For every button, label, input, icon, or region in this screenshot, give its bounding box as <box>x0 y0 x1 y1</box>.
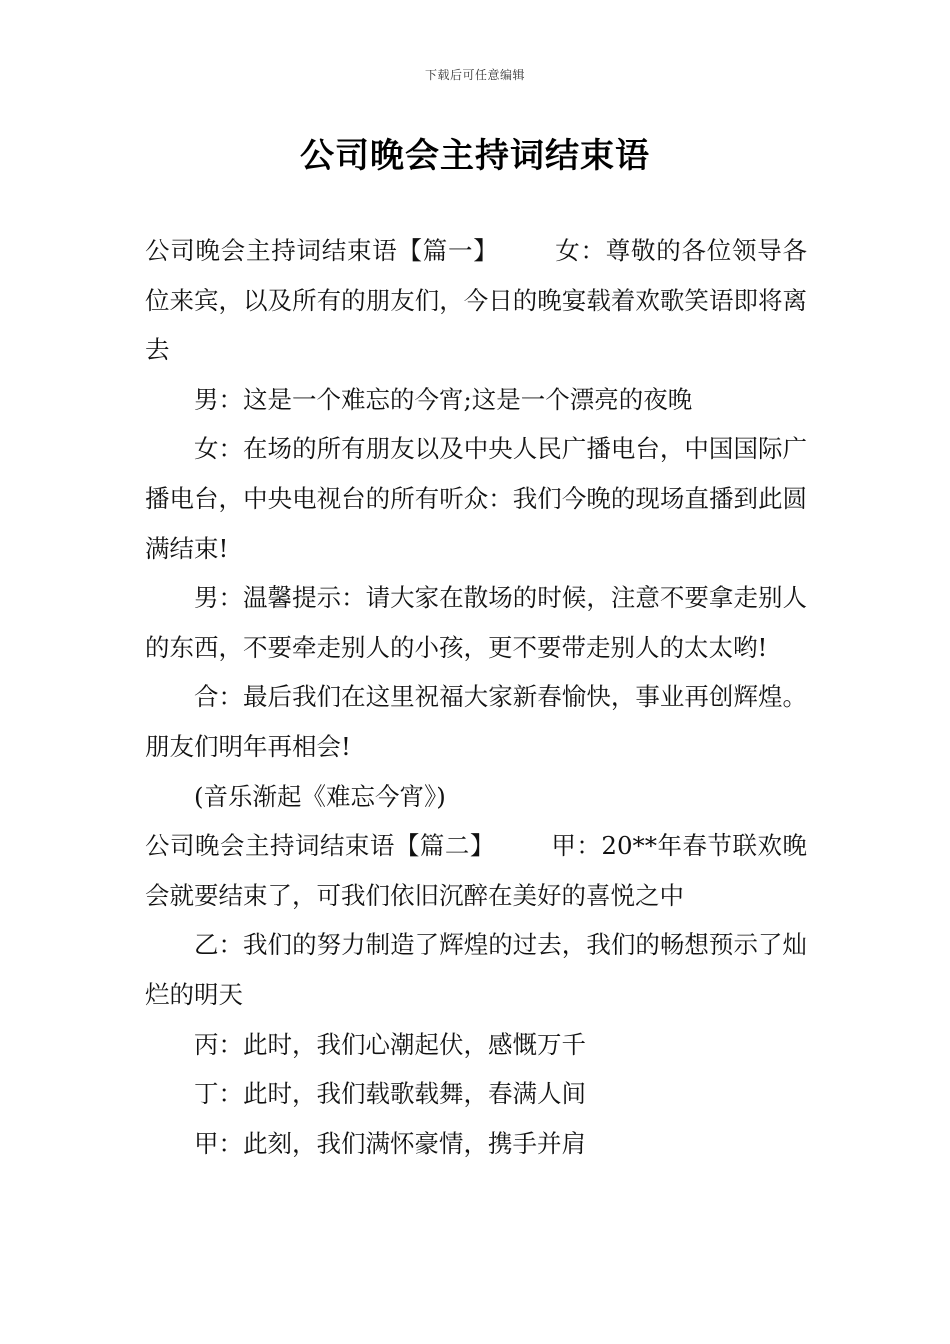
document-title: 公司晚会主持词结束语 <box>300 136 650 176</box>
section-two-opening: 甲：20**年春节联欢晚会就要结束了，可我们依旧沉醉在美好的喜悦之中 <box>145 831 807 910</box>
paragraph: 女：在场的所有朋友以及中央人民广播电台，中国国际广播电台，中央电视台的所有听众：我们今晚的现场直播到此圆满结束! <box>145 434 807 563</box>
paragraph-stage-direction: (音乐渐起《难忘今宵》) <box>194 781 446 811</box>
paragraph-section-two <box>145 821 807 920</box>
document-body <box>145 226 807 1168</box>
paragraph: 丁：此时，我们载歌载舞，春满人间 <box>194 1079 586 1109</box>
paragraph: 合：最后我们在这里祝福大家新春愉快，事业再创辉煌。朋友们明年再相会! <box>145 682 807 761</box>
paragraph: 男：这是一个难忘的今宵;这是一个漂亮的夜晚 <box>194 384 693 414</box>
paragraph-section-one <box>145 226 807 375</box>
section-two-heading: 公司晚会主持词结束语【篇二】 <box>145 831 495 861</box>
section-one-heading: 公司晚会主持词结束语【篇一】 <box>145 236 499 265</box>
page-header-note: 下载后可任意编辑 <box>424 68 525 82</box>
paragraph: 丙：此时，我们心潮起伏，感慨万千 <box>194 1029 586 1059</box>
paragraph: 乙：我们的努力制造了辉煌的过去，我们的畅想预示了灿烂的明天 <box>145 930 807 1009</box>
section-one-opening: 女：尊敬的各位领导各位来宾，以及所有的朋友们，今日的晚宴载着欢歌笑语即将离去 <box>145 236 807 365</box>
paragraph: 甲：此刻，我们满怀豪情，携手并肩 <box>194 1128 586 1158</box>
paragraph: 男：温馨提示：请大家在散场的时候，注意不要拿走别人的东西，不要牵走别人的小孩，更不要带走别人的太太哟! <box>145 583 807 662</box>
